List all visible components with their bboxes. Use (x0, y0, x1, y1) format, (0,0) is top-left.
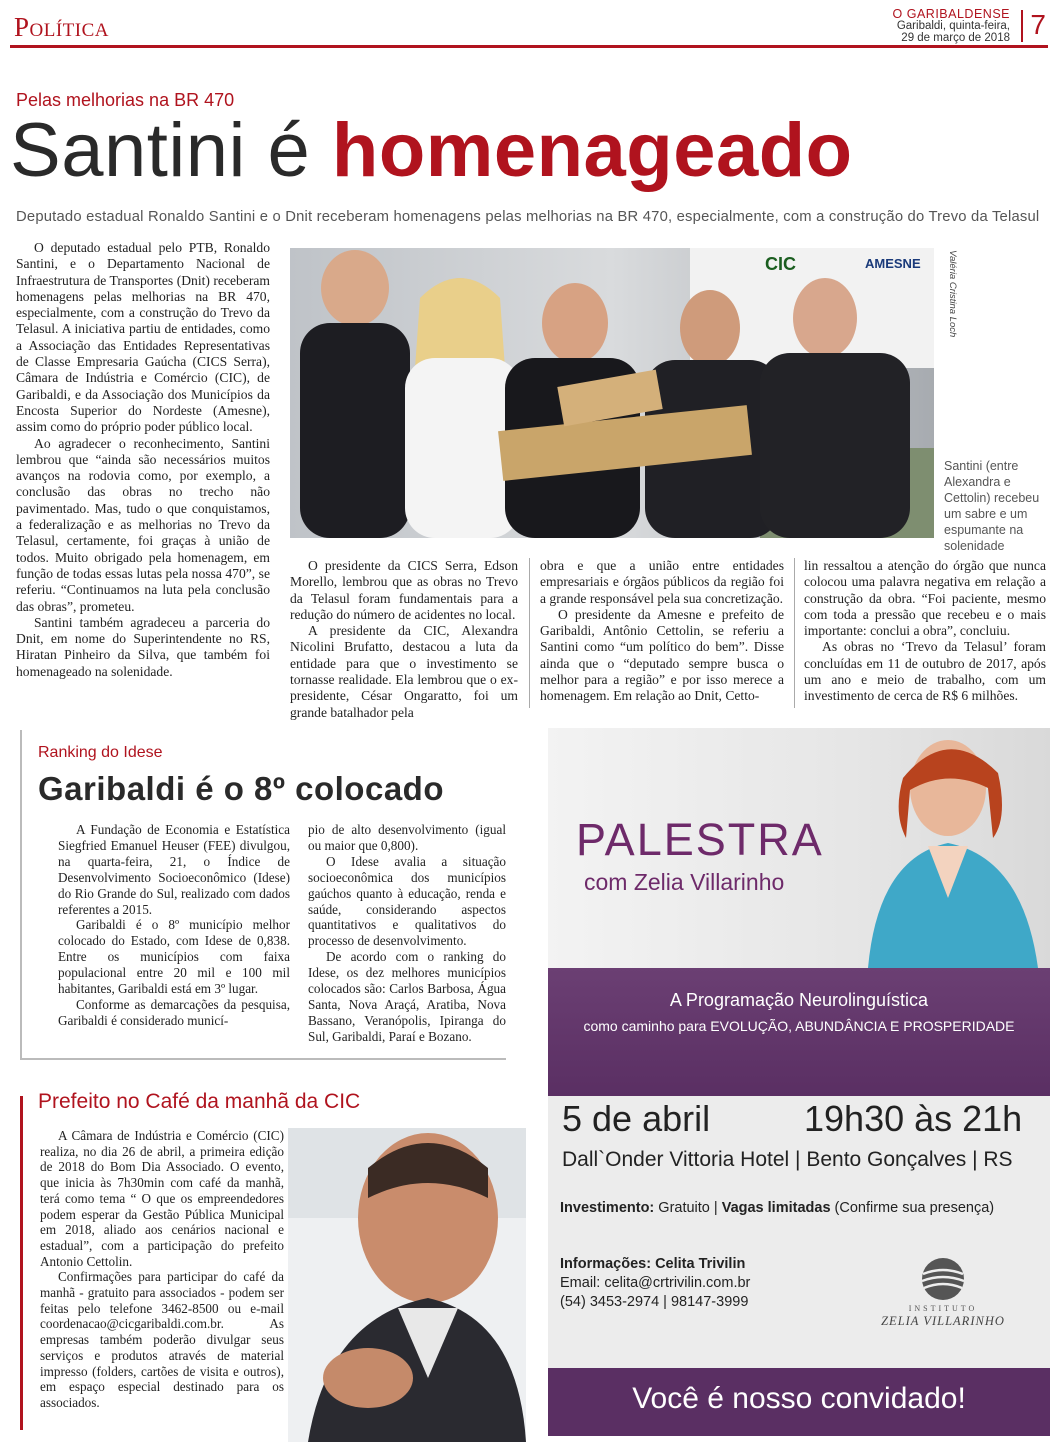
photo-credit-text: Valéria Cristina Loch (947, 250, 958, 338)
globe-icon (918, 1256, 968, 1307)
article-column-3 (540, 558, 784, 705)
paragraph: Confirmações para participar do café da manhã - gratuito para associados - podem ser feitas pelo telefone 3462-8500 ou e-mail coordenacao@cicgaribaldi.com.br. As empresas também poderão divulgar seus serviços e produtos através de material impresso (folders, cartões de visita e outros), em espaço especial destinado para os associados. (40, 1269, 284, 1410)
prefeito-accent-bar (20, 1096, 23, 1430)
ranking-kicker: Ranking do Idese (38, 744, 163, 761)
paragraph: O presidente da CICS Serra, Edson Morello, lembrou que as obras no Trevo da Telasul foram fundamentais para a redução do número de acidentes no local. (290, 558, 518, 622)
column-divider (529, 558, 530, 708)
main-photo (290, 248, 934, 538)
prefeito-photo (288, 1128, 526, 1442)
paragraph: Garibaldi é o 8º município melhor colocado do Estado, com Idese de 0,838. Entre os municípios com faixa populacional entre 20 mil e 100 mil habitantes, Garibaldi está em 3º lugar. (58, 917, 290, 997)
paragraph: Ao agradecer o reconhecimento, Santini lembrou que “ainda são necessários muitos avanços na rodovia como, por exemplo, a conclusão das obras no trecho não pavimentado. Mas, tudo o que conquistamos, a federalização e as melhorias no Trevo da Telasul, certamente, foi graças à união de todos. Muito obrigado pela homenagem, em função de todas essas lutas pela nossa 470”, se referiu. “Continuamos na luta pela conclusão das obras”, prometeu. (16, 435, 270, 614)
headline-light: Santini é (10, 108, 311, 193)
ranking-column-1 (58, 822, 290, 1029)
palestra-ad (548, 728, 1050, 1436)
paragraph: obra e que a união entre entidades empresariais e órgãos públicos da região foi a grande responsável pela sua concretização. (540, 558, 784, 606)
article-column-1 (16, 240, 270, 680)
ad-subtitle: com Zelia Villarinho (584, 869, 785, 895)
page-number: 7 (1021, 10, 1046, 42)
ad-vagas-label: Vagas limitadas (721, 1200, 831, 1216)
ad-venue: Dall`Onder Vittoria Hotel | Bento Gonçalves | RS (562, 1148, 1013, 1171)
logo-sub: INSTITUTO (908, 1304, 978, 1313)
paragraph: A presidente da CIC, Alexandra Nicolini Brufatto, destacou a luta da entidade para que o investimento se tornasse realidade. Ela lembrou que o ex-presidente, César Ongaratto, foi um grande batalhador pela (290, 623, 518, 720)
paragraph: lin ressaltou a atenção do órgão que nunca colocou uma palavra negativa em relação a construção da obra. “Foi paciente, mesmo com toda a pressão que recebeu e o mais importante: conclui a obra”, concluiu. (804, 558, 1046, 639)
column-divider (794, 558, 795, 708)
ad-speaker-photo (848, 728, 1050, 968)
paragraph: De acordo com o ranking do Idese, os dez melhores municípios colocados são: Carlos Barbosa, Água Santa, Nova Araçá, Aratiba, Nova Bassano, Veranópolis, Ipiranga do Sul, Garibaldi, Paraí e Bozano. (308, 949, 506, 1044)
paragraph: Santini também agradeceu a parceria do Dnit, em nome do Superintendente no RS, Hiratan Pinheiro da Silva, que também foi homenageado na solenidade. (16, 614, 270, 679)
article-headline (10, 106, 853, 196)
article-subhead: Deputado estadual Ronaldo Santini e o Dnit receberam homenagens pelas melhorias na BR 470, especialmente, com a construção do Trevo da Telasul (16, 209, 1040, 225)
photo-banner-amesne: AMESNE (865, 256, 921, 271)
photo-banner-cic: CIC (765, 254, 796, 274)
article-kicker: Pelas melhorias na BR 470 (16, 90, 235, 110)
newspaper-name: O GARIBALDENSE (892, 7, 1010, 21)
headline-strong: homenageado (331, 108, 853, 193)
ad-footer-text: Você é nosso convidado! (632, 1382, 966, 1415)
paragraph: A Câmara de Indústria e Comércio (CIC) realiza, no dia 26 de abril, a primeira edição de 2018 do Bom Dia Associado. O evento, que inicia às 7h30min com café da manhã, terá como tema “ O que os empreendedores podem esperar da Gestão Pública Municipal em 2018, aliado aos cenários nacional e estadual”, com a participação do prefeito Antonio Cettolin. (40, 1128, 284, 1269)
ad-vagas-note: (Confirme sua presença) (830, 1200, 995, 1216)
ad-investment (560, 1200, 994, 1216)
prefeito-text (40, 1128, 284, 1411)
logo-name: ZELIA VILLARINHO (881, 1314, 1005, 1328)
section-label: Política (14, 12, 109, 42)
photo-caption: Santini (entre Alexandra e Cettolin) recebeu um sabre e um espumante na solenidade (944, 459, 1040, 553)
instituto-logo (868, 1256, 1018, 1336)
photo-credit (946, 250, 960, 370)
ad-invest-value: Gratuito | (654, 1200, 722, 1216)
ad-title: PALESTRA (576, 814, 824, 865)
ad-band-line2: como caminho para EVOLUÇÃO, ABUNDÂNCIA E PROSPERIDADE (583, 1018, 1015, 1034)
article-column-2 (290, 558, 518, 721)
paragraph: O presidente da Amesne e prefeito de Garibaldi, Antônio Cettolin, se referiu a Santini como “um político do bem”. Disse ainda que o “deputado sempre busca o melhor para a região” e por isso merece a homenagem. Em relação ao Dnit, Cetto- (540, 606, 784, 704)
paragraph: pio de alto desenvolvimento (igual ou maior que 0,800). (308, 822, 506, 853)
paragraph: O deputado estadual pelo PTB, Ronaldo Santini, e o Departamento Nacional de Infraestrutura de Transportes (Dnit) receberam homenagens pelas melhorias na BR 470, especialmente, com a construção do Trevo da Telasul. A iniciativa partiu de entidades, como a Associação das Entidades Representativas de Classe Empresaria Gaúcha (CICS Serra), Câmara de Indústria e Comércio (CIC), de Garibaldi, e da Associação dos Municípios da Encosta Superior do Nordeste (Amesne), assim como do próprio poder público local. (16, 240, 270, 435)
paragraph: Conforme as demarcações da pesquisa, Garibaldi é considerado municí- (58, 996, 290, 1028)
header-rule (10, 45, 1048, 48)
ad-time: 19h30 às 21h (804, 1098, 1023, 1139)
ad-band-line1: A Programação Neurolinguística (669, 990, 929, 1010)
ranking-title: Garibaldi é o 8º colocado (38, 770, 444, 807)
paragraph: O Idese avalia a situação socioeconômica dos municípios gaúchos quanto à educação, renda e saúde, considerando aspectos quantitativos e qualitativos do processo de desenvolvimento. (308, 853, 506, 949)
location-date-line2: 29 de março de 2018 (901, 32, 1010, 44)
paragraph: A Fundação de Economia e Estatística Siegfried Emanuel Heuser (FEE) divulgou, na quarta-feira, 21, o Índice de Desenvolvimento Socioeconômico (Idese) do Rio Grande do Sul, realizado com dados referentes a 2015. (58, 822, 290, 917)
ad-email: Email: celita@crtrivilin.com.br (560, 1275, 751, 1291)
ad-contact-info (560, 1255, 750, 1312)
ad-info-label: Informações: Celita Trivilin (560, 1256, 746, 1272)
ad-date: 5 de abril (562, 1098, 711, 1139)
article-column-4 (804, 558, 1046, 705)
ad-invest-label: Investimento: (560, 1200, 655, 1216)
ad-phones: (54) 3453-2974 | 98147-3999 (560, 1294, 749, 1310)
masthead (893, 8, 1010, 44)
prefeito-title: Prefeito no Café da manhã da CIC (38, 1090, 361, 1113)
paragraph: As obras no ‘Trevo da Telasul’ foram concluídas em 11 de outubro de 2017, após um ano e meio de trabalho, com um investimento de cerca de R$ 6 milhões. (804, 639, 1046, 704)
ranking-column-2 (308, 822, 506, 1045)
location-date-line1: Garibaldi, quinta-feira, (896, 20, 1010, 32)
